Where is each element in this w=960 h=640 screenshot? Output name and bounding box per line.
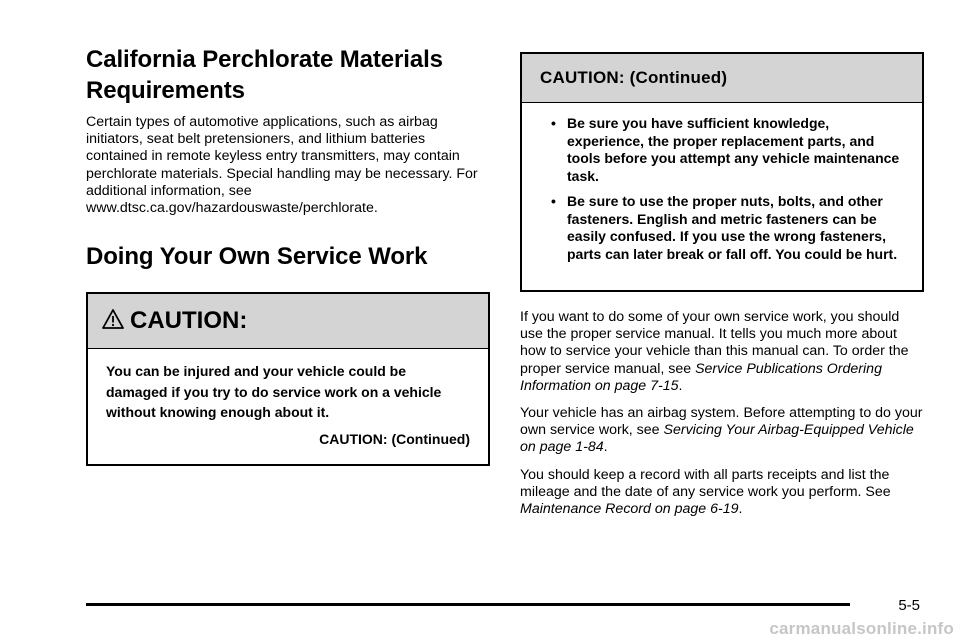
caution-box-header	[88, 294, 488, 349]
service-manual-paragraph	[520, 309, 924, 395]
left-column	[86, 44, 490, 466]
paragraph-end: .	[678, 377, 683, 394]
watermark: carmanualsonline.info	[769, 619, 954, 638]
perchlorate-body: Certain types of automotive applications, such as airbag initiators, seat belt pretensioners, and lithium batteries contained in remote keyless entry transmitters, may contain perchlorate materials. Special handling may be necessary. For additional information, see www.dtsc.ca.gov/hazardouswaste/perchlorate.	[86, 114, 478, 217]
caution-continued-box	[520, 52, 924, 292]
cross-reference: Service Publications Ordering Information on page 7-15	[520, 360, 882, 394]
caution-title: CAUTION:	[130, 307, 248, 335]
bullet-icon: •	[551, 115, 556, 131]
record-paragraph	[520, 467, 924, 519]
perchlorate-heading-line2: Requirements	[86, 77, 245, 104]
bullet-icon: •	[551, 193, 556, 209]
caution-continued-title: CAUTION: (Continued)	[540, 68, 728, 87]
cross-reference: Maintenance Record on page 6-19	[520, 501, 739, 518]
caution-continued-header	[522, 54, 922, 103]
paragraph-end: .	[738, 501, 743, 518]
page-number: 5-5	[898, 597, 920, 614]
caution-bullet-item	[551, 193, 906, 263]
perchlorate-heading-line1: California Perchlorate Materials	[86, 46, 443, 73]
caution-continued-label: CAUTION: (Continued)	[319, 430, 470, 447]
caution-box	[86, 292, 490, 466]
warning-triangle-icon	[102, 308, 124, 335]
perchlorate-heading	[86, 44, 490, 106]
paragraph-text: Your vehicle has an airbag system. Before attempting to do your own service work, see	[520, 405, 923, 439]
service-work-heading: Doing Your Own Service Work	[86, 243, 428, 271]
caution-bullet-text: Be sure to use the proper nuts, bolts, and other fasteners. English and metric fasteners can be easily confused. If you use the wrong fasteners, parts can later break or fall off. You could be hurt.	[567, 193, 898, 262]
right-column	[520, 52, 924, 528]
airbag-paragraph	[520, 405, 924, 457]
cross-reference: Servicing Your Airbag-Equipped Vehicle on page 1-84	[520, 422, 914, 456]
paragraph-end: .	[603, 439, 608, 456]
paragraph-text: If you want to do some of your own service work, you should use the proper service manual. It tells you much more about how to service your vehicle than this manual can. To order the proper service manual, see	[520, 309, 909, 377]
caution-body	[88, 349, 488, 449]
paragraph-text: You should keep a record with all parts receipts and list the mileage and the date of any service work you perform. See	[520, 466, 891, 500]
caution-text: You can be injured and your vehicle could be damaged if you try to do service work on a vehicle without knowing enough about it.	[106, 363, 442, 421]
caution-bullet-list	[522, 103, 922, 263]
caution-bullet-text: Be sure you have sufficient knowledge, experience, the proper replacement parts, and tools before you attempt any vehicle maintenance task.	[567, 115, 900, 184]
footer-rule	[86, 603, 850, 606]
caution-bullet-item	[551, 115, 906, 185]
